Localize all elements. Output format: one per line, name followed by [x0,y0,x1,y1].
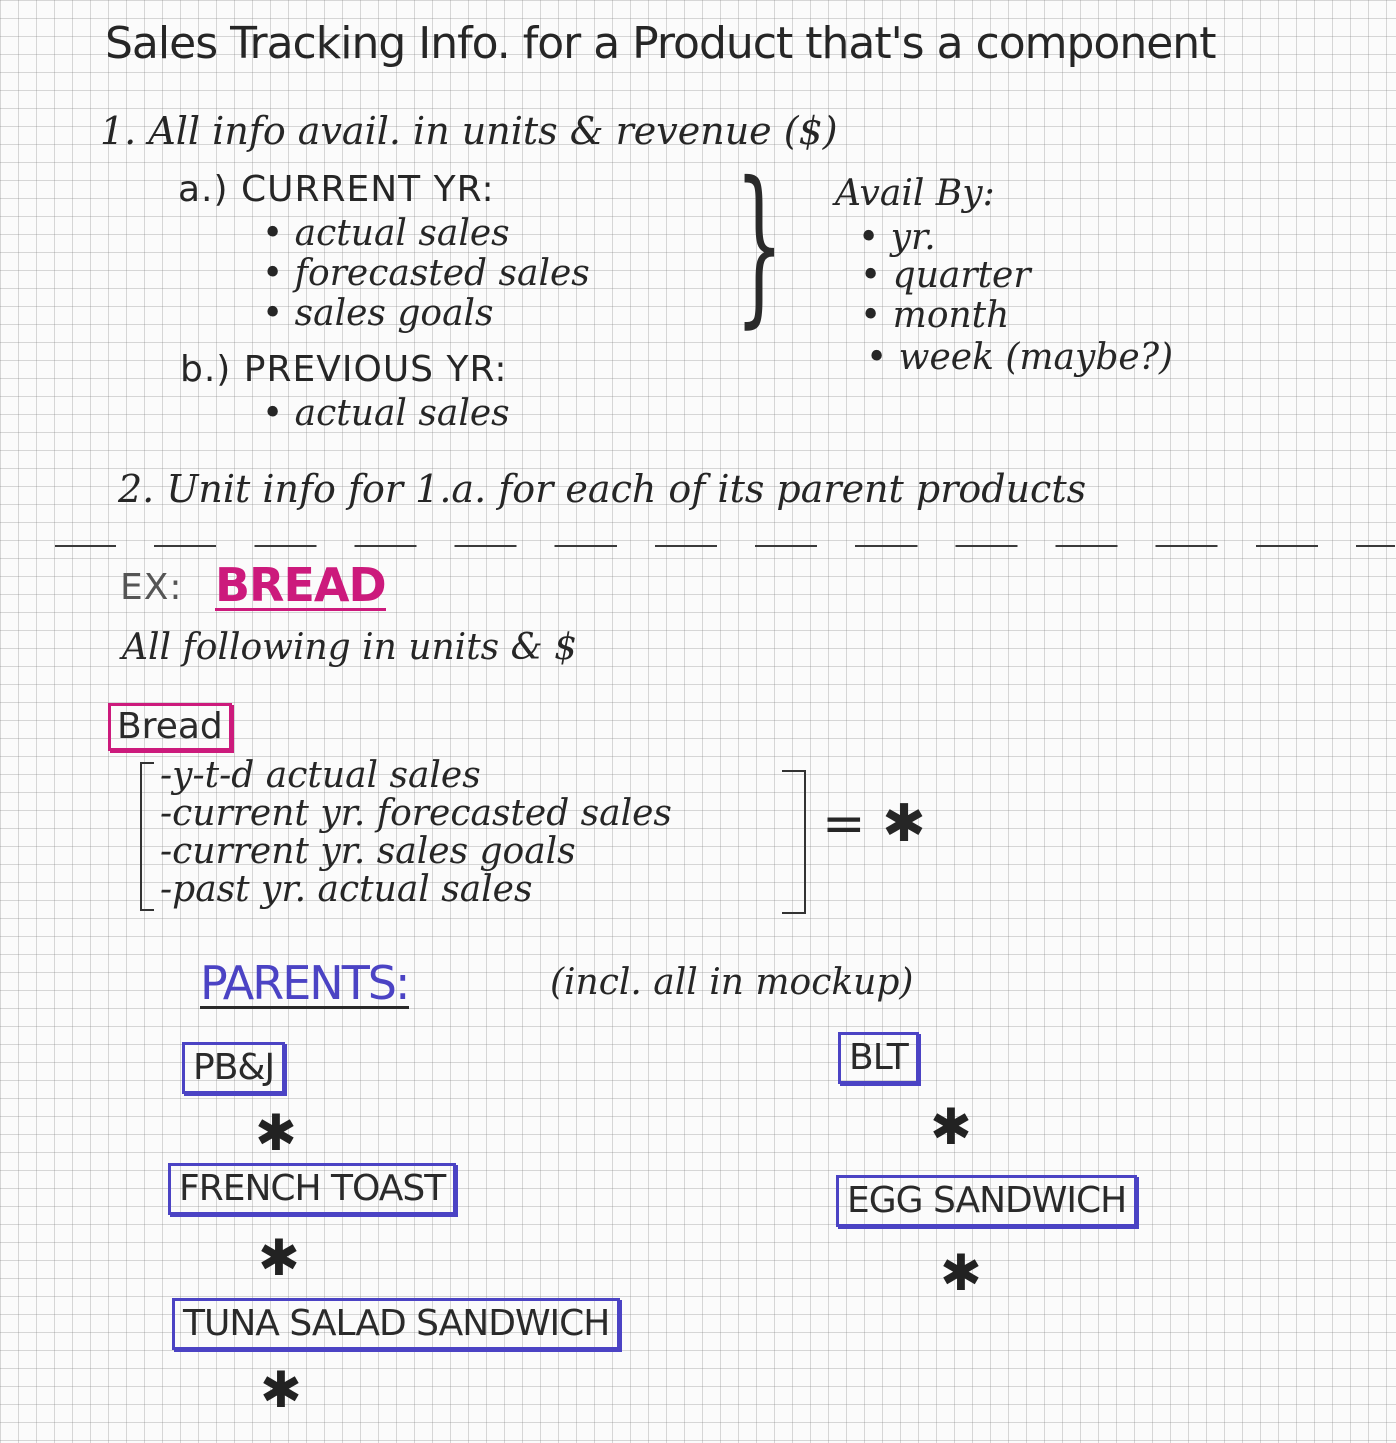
parent-box-tuna-salad: TUNA SALAD SANDWICH [172,1298,620,1350]
current-item-forecasted: • forecasted sales [262,253,590,294]
example-label: EX: [120,567,183,608]
avail-item-quarter: • quarter [860,255,1031,296]
parent-box-egg-sandwich: EGG SANDWICH [836,1175,1137,1227]
parent-box-french-toast: FRENCH TOAST [168,1163,456,1215]
parent-star-tuna-salad: ✱ [260,1361,302,1419]
metrics-right-bracket [782,770,806,914]
dashed-divider [55,545,1395,547]
example-note: All following in units & $ [122,627,577,668]
previous-item-actual: • actual sales [262,393,510,434]
avail-item-week: • week (maybe?) [866,337,1174,378]
parent-star-french-toast: ✱ [258,1229,300,1287]
page-title: Sales Tracking Info. for a Product that's a component [105,18,1216,69]
avail-item-month: • month [860,295,1010,336]
example-product: BREAD [215,558,386,612]
metric-current-goals: -current yr. sales goals [160,831,576,872]
parents-heading: PARENTS: [200,956,409,1010]
parent-box-blt: BLT [838,1032,919,1084]
avail-by-heading: Avail By: [835,173,995,214]
previous-year-heading: b.) PREVIOUS YR: [180,349,508,390]
section-2-heading: 2. Unit info for 1.a. for each of its parent products [118,467,1087,511]
curly-brace: } [735,146,784,344]
equals-star: = ✱ [822,794,926,854]
parent-star-egg-sandwich: ✱ [940,1244,982,1302]
metrics-left-bracket [140,762,154,911]
parent-box-pbj: PB&J [182,1042,285,1094]
section-1-heading: 1. All info avail. in units & revenue ($) [100,109,838,153]
parents-note: (incl. all in mockup) [550,962,914,1003]
current-year-heading: a.) CURRENT YR: [178,169,495,210]
metric-past-actual: -past yr. actual sales [160,869,533,910]
avail-item-year: • yr. [858,217,936,258]
metric-ytd-actual: -y-t-d actual sales [160,755,481,796]
metric-current-forecasted: -current yr. forecasted sales [160,793,672,834]
bread-box: Bread [108,703,232,751]
current-item-actual: • actual sales [262,213,510,254]
current-item-goals: • sales goals [262,293,494,334]
parent-star-pbj: ✱ [255,1104,297,1162]
parent-star-blt: ✱ [930,1098,972,1156]
